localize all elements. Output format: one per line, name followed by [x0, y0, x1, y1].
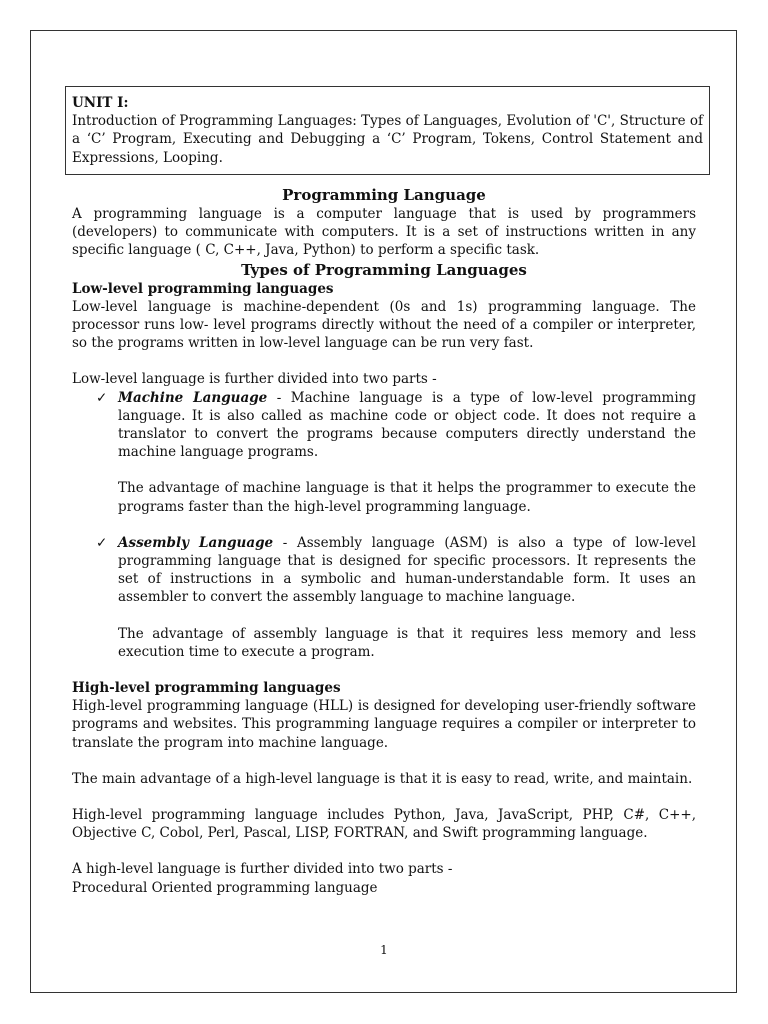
para-low-level-2: Low-level language is further divided into two parts - [72, 371, 437, 388]
unit-summary-box [65, 86, 710, 175]
machine-language-advantage: The advantage of machine language is that it helps the programmer to execute the programs faster than the high-level programming language. [118, 480, 696, 515]
term-machine-language: Machine Language [118, 389, 268, 406]
para-high-level-4: A high-level language is further divided into two parts - [72, 861, 453, 878]
para-low-level-1: Low-level language is machine-dependent (0s and 1s) programming language. The processor runs low- level programs directly without the need of a compiler or interpreter, so the programs written in low-level language can be run very fast. [72, 298, 696, 352]
check-icon: ✓ [96, 389, 108, 406]
para-high-level-5: Procedural Oriented programming language [72, 879, 378, 896]
unit-body: Introduction of Programming Languages: Types of Languages, Evolution of 'C', Structure of a ‘C’ Program, Executing and Debugging a ‘C’ Program, Tokens, Control Statement and Expressions, Looping. [72, 113, 703, 166]
heading-high-level: High-level programming languages [72, 680, 341, 697]
list-item-machine-language [96, 389, 696, 534]
main-content [72, 185, 696, 897]
assembly-language-advantage: The advantage of assembly language is that it requires less memory and less execution time to execute a program. [118, 625, 696, 660]
page-number: 1 [380, 943, 388, 957]
heading-types: Types of Programming Languages [241, 260, 527, 279]
check-icon: ✓ [96, 534, 108, 551]
list-item-assembly-language [96, 534, 697, 661]
para-high-level-1: High-level programming language (HLL) is designed for developing user-friendly software programs and websites. This programming language requires a compiler or interpreter to translate the program into machine language. [72, 698, 696, 751]
low-level-list [72, 389, 696, 661]
para-high-level-3: High-level programming language includes Python, Java, JavaScript, PHP, C#, C++, Objective C, Cobol, Perl, Pascal, LISP, FORTRAN, and Swift programming language. [72, 807, 696, 842]
assembly-language-text: - Assembly language (ASM) is also a type of low-level programming language that is designed for specific processors. It represents the set of instructions in a symbolic and human-understandable form. It uses an assembler to convert the assembly language to machine language. [118, 534, 697, 606]
term-assembly-language: Assembly Language [118, 534, 274, 551]
para-high-level-2: The main advantage of a high-level language is that it is easy to read, write, and maintain. [72, 770, 693, 787]
machine-language-text: - Machine language is a type of low-level programming language. It is also called as machine code or object code. It does not require a translator to convert the programs because computers directly understand the machine language programs. [118, 389, 696, 461]
unit-title: UNIT I: [72, 95, 129, 111]
para-programming-language: A programming language is a computer language that is used by programmers (developers) to communicate with computers. It is a set of instructions written in any specific language ( C, C++, Java, Python) to perform a specific task. [72, 206, 696, 259]
heading-programming-language: Programming Language [282, 186, 486, 204]
heading-low-level: Low-level programming languages [72, 280, 334, 297]
